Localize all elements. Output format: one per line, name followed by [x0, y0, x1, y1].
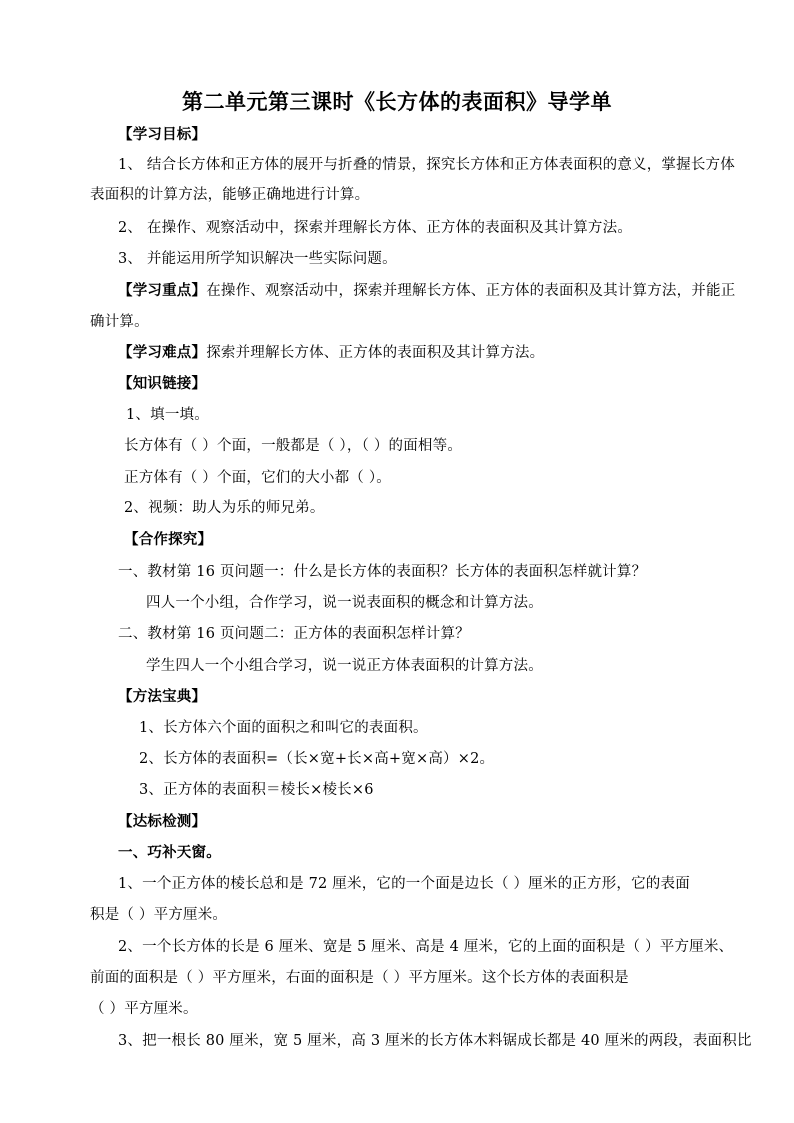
cooperate-question-2: 二、教材第 16 页问题二：正方体的表面积怎样计算？	[118, 626, 470, 642]
problem-2-line-2: 前面的面积是（ ）平方厘米，右面的面积是（ ）平方厘米。这个长方体的表面积是	[90, 970, 629, 986]
page-title: 第二单元第三课时《长方体的表面积》导学单	[182, 89, 612, 114]
cuboid-fill-line: 长方体有（ ）个面，一般都是（ ），（ ）的面相等。	[124, 438, 463, 454]
cooperate-question-1: 一、教材第 16 页问题一：什么是长方体的表面积？长方体的表面积怎样就计算？	[118, 564, 647, 580]
method-1: 1、长方体六个面的面积之和叫它的表面积。	[139, 720, 428, 736]
key-points-line-2: 确计算。	[90, 314, 149, 330]
problem-2-line-1: 2、一个长方体的长是 6 厘米、宽是 5 厘米、高是 4 厘米，它的上面的面积是（ ）平方厘米、	[118, 939, 734, 955]
method-2: 2、长方体的表面积=（长×宽+长×高+宽×高）×2。	[139, 751, 495, 767]
goals-heading: 【学习目标】	[118, 126, 207, 143]
cooperate-heading: 【合作探究】	[124, 531, 213, 548]
goal-3: 3、 并能运用所学知识解决一些实际问题。	[118, 251, 397, 267]
problem-1-line-2: 积是（ ）平方厘米。	[90, 907, 228, 923]
key-points-line-1	[118, 281, 735, 301]
goal-2: 2、 在操作、观察活动中，探索并理解长方体、正方体的表面积及其计算方法。	[118, 220, 633, 236]
problem-3-line-1: 3、把一根长 80 厘米，宽 5 厘米，高 3 厘米的长方体木料锯成长都是 40 厘米的两段，表面积比	[118, 1033, 752, 1049]
test-heading: 【达标检测】	[118, 813, 207, 830]
difficulty-line	[118, 343, 544, 363]
knowledge-heading: 【知识链接】	[118, 375, 207, 392]
method-3: 3、正方体的表面积＝棱长×棱长×6	[139, 782, 374, 798]
difficulty-label: 【学习难点】	[118, 344, 207, 361]
knowledge-item-2: 2、视频：助人为乐的师兄弟。	[124, 500, 325, 516]
key-points-label: 【学习重点】	[118, 282, 207, 299]
goal-1-line-1: 1、 结合长方体和正方体的展开与折叠的情景，探究长方体和正方体表面积的意义，掌握长方体	[118, 157, 735, 173]
goal-1-line-2: 表面积的计算方法，能够正确地进行计算。	[90, 187, 370, 203]
test-section-1: 一、巧补天窗。	[118, 844, 221, 861]
key-points-text: 在操作、观察活动中，探索并理解长方体、正方体的表面积及其计算方法，并能正	[206, 283, 736, 299]
problem-1-line-1: 1、一个正方体的棱长总和是 72 厘米，它的一个面是边长（ ）厘米的正方形，它的表面	[118, 876, 690, 892]
problem-2-line-3: （ ）平方厘米。	[90, 1001, 198, 1017]
difficulty-text: 探索并理解长方体、正方体的表面积及其计算方法。	[206, 345, 545, 361]
knowledge-item-1: 1、填一填。	[126, 407, 209, 423]
method-heading: 【方法宝典】	[118, 688, 207, 705]
cooperate-note-1: 四人一个小组，合作学习，说一说表面积的概念和计算方法。	[146, 595, 543, 611]
cube-fill-line: 正方体有（ ）个面，它们的大小都（ ）。	[124, 470, 391, 486]
cooperate-note-2: 学生四人一个小组合学习，说一说正方体表面积的计算方法。	[146, 658, 543, 674]
